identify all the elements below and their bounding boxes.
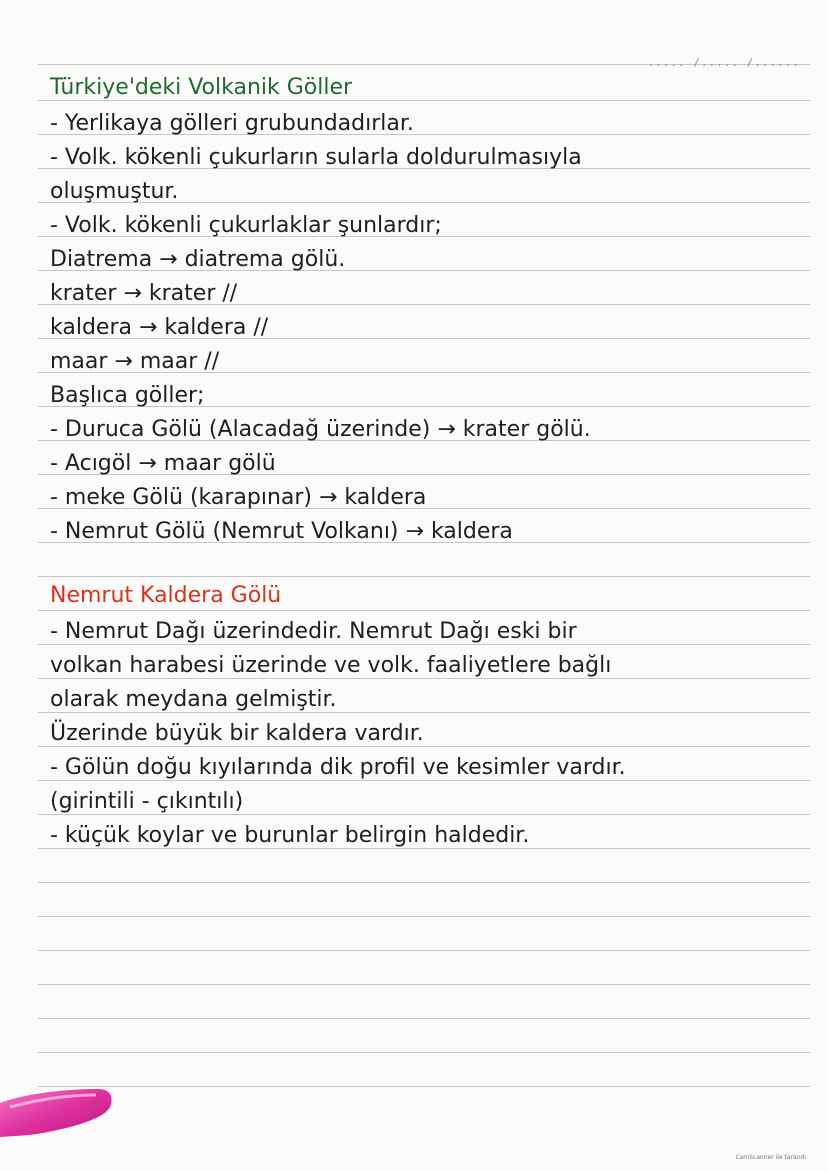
note-line: Diatrema → diatrema gölü. [50,247,346,272]
note-line: oluşmuştur. [50,179,179,204]
ruled-line [38,576,810,577]
ruled-line [38,644,810,645]
date-field: ..... /..... /...... [647,56,800,69]
note-line: - Acıgöl → maar gölü [50,451,276,476]
ruled-line [38,1052,810,1053]
note-line: - Yerlikaya gölleri grubundadırlar. [50,111,414,136]
ruled-line [38,814,810,815]
ruled-line [38,848,810,849]
note-line: - Gölün doğu kıyılarında dik profil ve kesimler vardır. [50,755,626,780]
ruled-line [38,746,810,747]
note-line: kaldera → kaldera // [50,315,269,340]
note-line: - Duruca Gölü (Alacadağ üzerinde) → krater gölü. [50,417,591,442]
note-line: - Volk. kökenli çukurlaklar şunlardır; [50,213,442,238]
ruled-line [38,882,810,883]
note-line: - Nemrut Dağı üzerindedir. Nemrut Dağı eski bir [50,619,577,644]
ruled-line [38,610,810,611]
section-title: Nemrut Kaldera Gölü [50,583,282,608]
ruled-line [38,678,810,679]
note-line: maar → maar // [50,349,220,374]
ruled-line [38,100,810,101]
highlighter-marker-image [0,1085,115,1137]
ruled-line [38,916,810,917]
ruled-line [38,1018,810,1019]
note-line: Üzerinde büyük bir kaldera vardır. [50,721,424,746]
ruled-line [38,780,810,781]
note-line: krater → krater // [50,281,238,306]
note-line: volkan harabesi üzerinde ve volk. faaliyetlere bağlı [50,653,612,678]
ruled-line [38,950,810,951]
note-line: olarak meydana gelmiştir. [50,687,337,712]
scanner-watermark: CamScanner ile tarandı [735,1154,806,1161]
note-line: (girintili - çıkıntılı) [50,789,244,814]
note-line: Başlıca göller; [50,383,205,408]
note-line: - küçük koylar ve burunlar belirgin haldedir. [50,823,530,848]
section-title: Türkiye'deki Volkanik Göller [50,75,353,100]
note-line: - Volk. kökenli çukurların sularla doldurulmasıyla [50,145,582,170]
ruled-line [38,1086,810,1087]
ruled-line [38,712,810,713]
note-line: - meke Gölü (karapınar) → kaldera [50,485,427,510]
note-line: - Nemrut Gölü (Nemrut Volkanı) → kaldera [50,519,513,544]
ruled-line [38,984,810,985]
